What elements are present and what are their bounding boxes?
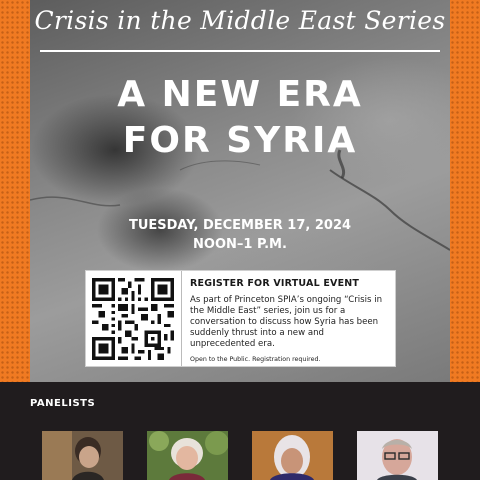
panelists-section	[0, 382, 480, 480]
registration-note: Open to the Public. Registration required.	[190, 356, 321, 363]
panelist-photo-3	[252, 431, 333, 480]
title-line-1: A NEW ERA	[117, 74, 363, 115]
title-rule	[40, 50, 440, 52]
title-line-2: FOR SYRIA	[122, 120, 358, 161]
panelists-label: PANELISTS	[30, 398, 96, 409]
halftone-border-right	[450, 0, 480, 382]
panelist-photo-4	[357, 431, 438, 480]
registration-description: As part of Princeton SPIA’s ongoing “Crisis in the Middle East” series, join us for a conversation to discuss how Syria has been suddenly thrust into a new and unprecedented era.	[190, 295, 383, 349]
event-title	[30, 72, 450, 164]
hero-map-area	[30, 0, 450, 382]
halftone-border-left	[0, 0, 30, 382]
series-title: Crisis in the Middle East Series	[34, 6, 446, 35]
qr-code-icon[interactable]	[92, 278, 174, 360]
registration-divider	[181, 271, 182, 366]
event-time: NOON–1 P.M.	[193, 237, 287, 252]
event-date: TUESDAY, DECEMBER 17, 2024	[128, 218, 352, 233]
registration-heading: REGISTER FOR VIRTUAL EVENT	[190, 278, 360, 289]
panelist-photo-1	[42, 431, 123, 480]
registration-box	[85, 270, 396, 367]
panelist-photo-2	[147, 431, 228, 480]
